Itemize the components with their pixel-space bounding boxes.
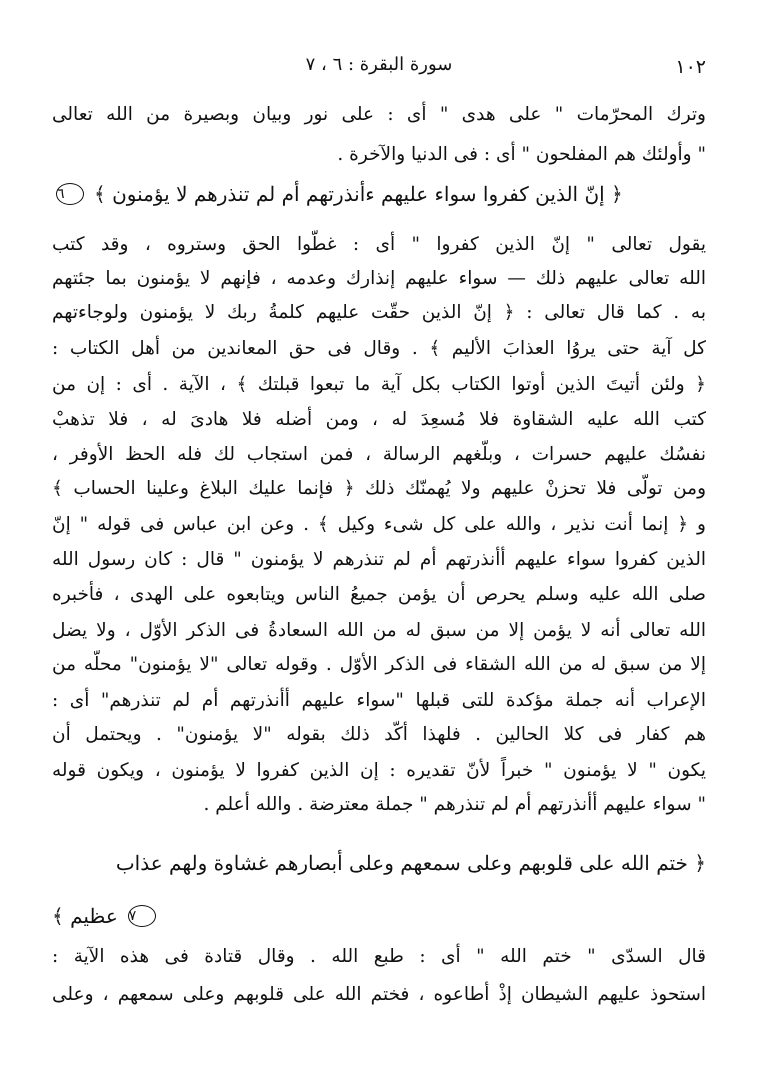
verse-number-marker: ٦ xyxy=(56,183,84,205)
text-line: " وأولئك هم المفلحون " أى : فى الدنيا والآخرة . xyxy=(337,144,706,165)
text-line: إلا من سبق له من الله الشقاء فى الذكر الأوّل . وقوله تعالى "لا يؤمنون" محلّه من xyxy=(52,654,706,675)
verse-text: عظيم ﴾ xyxy=(52,904,118,928)
page-number: ١٠٢ xyxy=(675,56,706,78)
text-line: هم كفار فى كلا الحالين . فلهذا أكّد ذلك بقوله "لا يؤمنون" . ويحتمل أن xyxy=(52,724,706,745)
verse-6 xyxy=(52,178,706,210)
text-line: يكون " لا يؤمنون " خبراً لأنّ تقديره : إن الذين كفروا لا يؤمنون ، ويكون قوله xyxy=(52,760,706,781)
verse-number-marker: ٧ xyxy=(128,905,156,927)
text-line: صلى الله عليه وسلم يحرص أن يؤمن جميعُ الناس ويتابعوه على الهدى ، فأخبره xyxy=(52,584,706,605)
text-line: كتب الله عليه الشقاوة فلا مُسعِدَ له ، ومن أضله فلا هادىَ له ، فلا تذهبْ xyxy=(52,409,706,430)
text-line: وترك المحرّمات " على هدى " أى : على نور وبيان وبصيرة من الله تعالى xyxy=(52,104,706,125)
text-line: استحوذ عليهم الشيطان إذْ أطاعوه ، فختم الله على قلوبهم وعلى سمعهم ، وعلى xyxy=(52,984,706,1005)
text-line: الإعراب أنه جملة مؤكدة للتى قبلها "سواء عليهم أأنذرتهم أم لم تنذرهم" أى : xyxy=(52,690,706,711)
text-line: الذين كفروا سواء عليهم أأنذرتهم أم لم تنذرهم لا يؤمنون " قال : كان رسول الله xyxy=(52,549,706,570)
text-line: " سواء عليهم أأنذرتهم أم لم تنذرهم " جملة معترضة . والله أعلم . xyxy=(203,794,706,815)
text-line: الله تعالى عليهم ذلك — سواء عليهم إنذارك وعدمه ، فإنهم لا يؤمنون بما جئتهم xyxy=(52,268,706,289)
verse-text: ﴿ إنّ الذين كفروا سواء عليهم ءأنذرتهم أم لم تنذرهم لا يؤمنون ﴾ xyxy=(94,182,623,206)
text-line: الله تعالى أنه لا يؤمن إلا من سبق له من الله السعادةُ فى الذكر الأوّل ، ولا يضل xyxy=(52,620,706,641)
text-line: نفسُك عليهم حسرات ، وبلّغهم الرسالة ، فمن استجاب لك فله الحظ الأوفر ، xyxy=(52,444,706,465)
page-header xyxy=(52,54,706,84)
text-line: و ﴿ إنما أنت نذير ، والله على كل شىء وكيل ﴾ . وعن ابن عباس فى قوله " إنّ xyxy=(52,514,706,535)
text-line: ومن تولّى فلا تحزنْ عليهم ولا يُهمنّك ذلك ﴿ فإنما عليك البلاغ وعلينا الحساب ﴾ xyxy=(52,478,706,499)
verse-7-line-1: ﴿ ختم الله على قلوبهم وعلى سمعهم وعلى أبصارهم غشاوة ولهم عذاب xyxy=(115,851,706,875)
running-title: سورة البقرة : ٦ ، ٧ xyxy=(305,54,453,75)
text-line: كل آية حتى يروُا العذابَ الأليم ﴾ . وقال فى حق المعاندين من أهل الكتاب : xyxy=(52,338,706,359)
text-line: ﴿ ولئن أتيتَ الذين أوتوا الكتاب بكل آية ما تبعوا قبلتك ﴾ ، الآية . أى : إن من xyxy=(52,374,706,395)
text-line: به . كما قال تعالى : ﴿ إنّ الذين حقّت عليهم كلمةُ ربك لا يؤمنون ولوجاءتهم xyxy=(52,302,706,323)
text-line: قال السدّى " ختم الله " أى : طبع الله . وقال قتادة فى هذه الآية : xyxy=(52,946,706,967)
verse-7-line-2 xyxy=(52,900,706,932)
text-line: يقول تعالى " إنّ الذين كفروا " أى : غطّوا الحق وستروه ، وقد كتب xyxy=(52,234,706,255)
